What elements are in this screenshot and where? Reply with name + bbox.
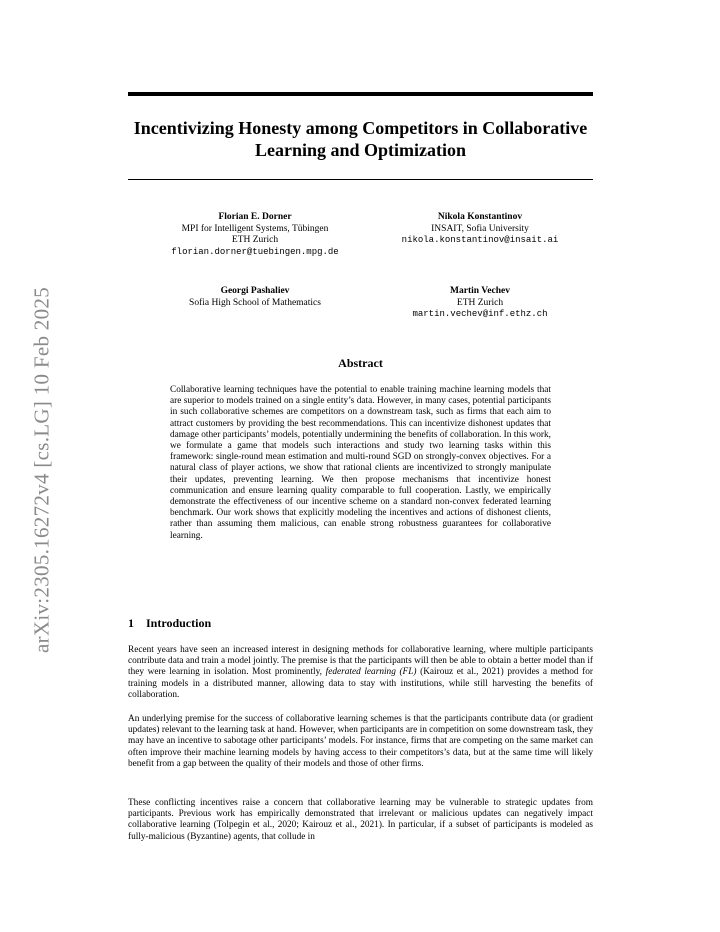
paragraph-text: Recent years have seen an increased interest in designing methods for collaborative learning, where multiple participants contribute data and train a model jointly. The premise is that the participants will then be able to obtain a better model than if they were learning in isolation. Most prominently,	[128, 645, 593, 678]
author-block	[375, 286, 585, 321]
author-block	[150, 286, 360, 309]
title-bottom-rule	[128, 179, 593, 180]
author-affiliation: ETH Zurich	[231, 235, 279, 245]
author-block	[375, 212, 585, 247]
author-email: florian.dorner@tuebingen.mpg.de	[171, 246, 339, 257]
intro-paragraph: These conflicting incentives raise a concern that collaborative learning may be vulnerable to strategic updates from participants. Previous work has empirically demonstrated that irrelevant or malicious updates can negatively impact collaborative learning (Tolpegin et al., 2020; Kairouz et al., 2021). In particular, if a subset of participants is modeled as fully-malicious (Byzantine) agents, that collude in	[128, 798, 593, 842]
paper-title: Incentivizing Honesty among Competitors in Collaborative Learning and Optimization	[133, 118, 588, 160]
intro-paragraph	[128, 645, 593, 701]
author-affiliation: ETH Zurich	[456, 297, 504, 308]
section-heading	[128, 616, 211, 631]
section-title: Introduction	[146, 616, 212, 630]
author-affiliation: INSAIT, Sofia University	[431, 223, 529, 234]
paragraph-text: (Kairouz et al., 2021) provides a method for training models in a distributed manner, allowing data to stay with institutions, while still harvesting the benefits of collaboration.	[128, 667, 593, 700]
author-email: nikola.konstantinov@insait.ai	[401, 235, 559, 245]
author-name: Georgi Pashaliev	[220, 286, 290, 296]
author-block	[150, 212, 360, 258]
author-email: martin.vechev@inf.ethz.ch	[412, 309, 548, 319]
author-name: Florian E. Dorner	[218, 212, 292, 222]
author-affiliation: Sofia High School of Mathematics	[189, 297, 321, 308]
author-affiliation: MPI for Intelligent Systems, Tübingen	[181, 223, 329, 234]
arxiv-identifier-stamp: arXiv:2305.16272v4 [cs.LG] 10 Feb 2025	[29, 286, 54, 654]
abstract-text: Collaborative learning techniques have the potential to enable training machine learning models that are superior to models trained on a single entity’s data. However, in many cases, potential participants in such collaborative schemes are competitors on a downstream task, such as firms that each aim to attract customers by providing the best recommendations. This can incentivize dishonest updates that damage other participants’ models, potentially undermining the benefits of collaboration. In this work, we formulate a game that models such interactions and study two learning tasks within this framework: single-round mean estimation and multi-round SGD on strongly-convex objectives. For a natural class of player actions, we show that rational clients are incentivized to strongly manipulate their updates, preventing learning. We then propose mechanisms that incentivize honest communication and ensure learning quality comparable to full cooperation. Lastly, we empirically demonstrate the effectiveness of our incentive scheme on a standard non-convex federated learning benchmark. Our work shows that explicitly modeling the incentives and actions of dishonest clients, rather than assuming them malicious, can enable strong robustness guarantees for collaborative learning.	[170, 385, 551, 541]
emphasized-term: federated learning (FL)	[325, 667, 417, 678]
abstract-heading: Abstract	[338, 356, 383, 370]
section-number: 1	[128, 616, 134, 630]
author-name: Nikola Konstantinov	[437, 212, 523, 222]
title-top-rule	[128, 92, 593, 96]
intro-paragraph: An underlying premise for the success of collaborative learning schemes is that the participants contribute data (or gradient updates) relevant to the learning task at hand. However, when participants are in competition on some downstream task, they may have an incentive to sabotage other participants’ models. For instance, firms that are competing on the same market can often improve their machine learning models by having access to their competitors’s data, but at the same time will likely benefit from a gap between the quality of their models and those of other firms.	[128, 714, 593, 769]
author-name: Martin Vechev	[450, 286, 510, 296]
